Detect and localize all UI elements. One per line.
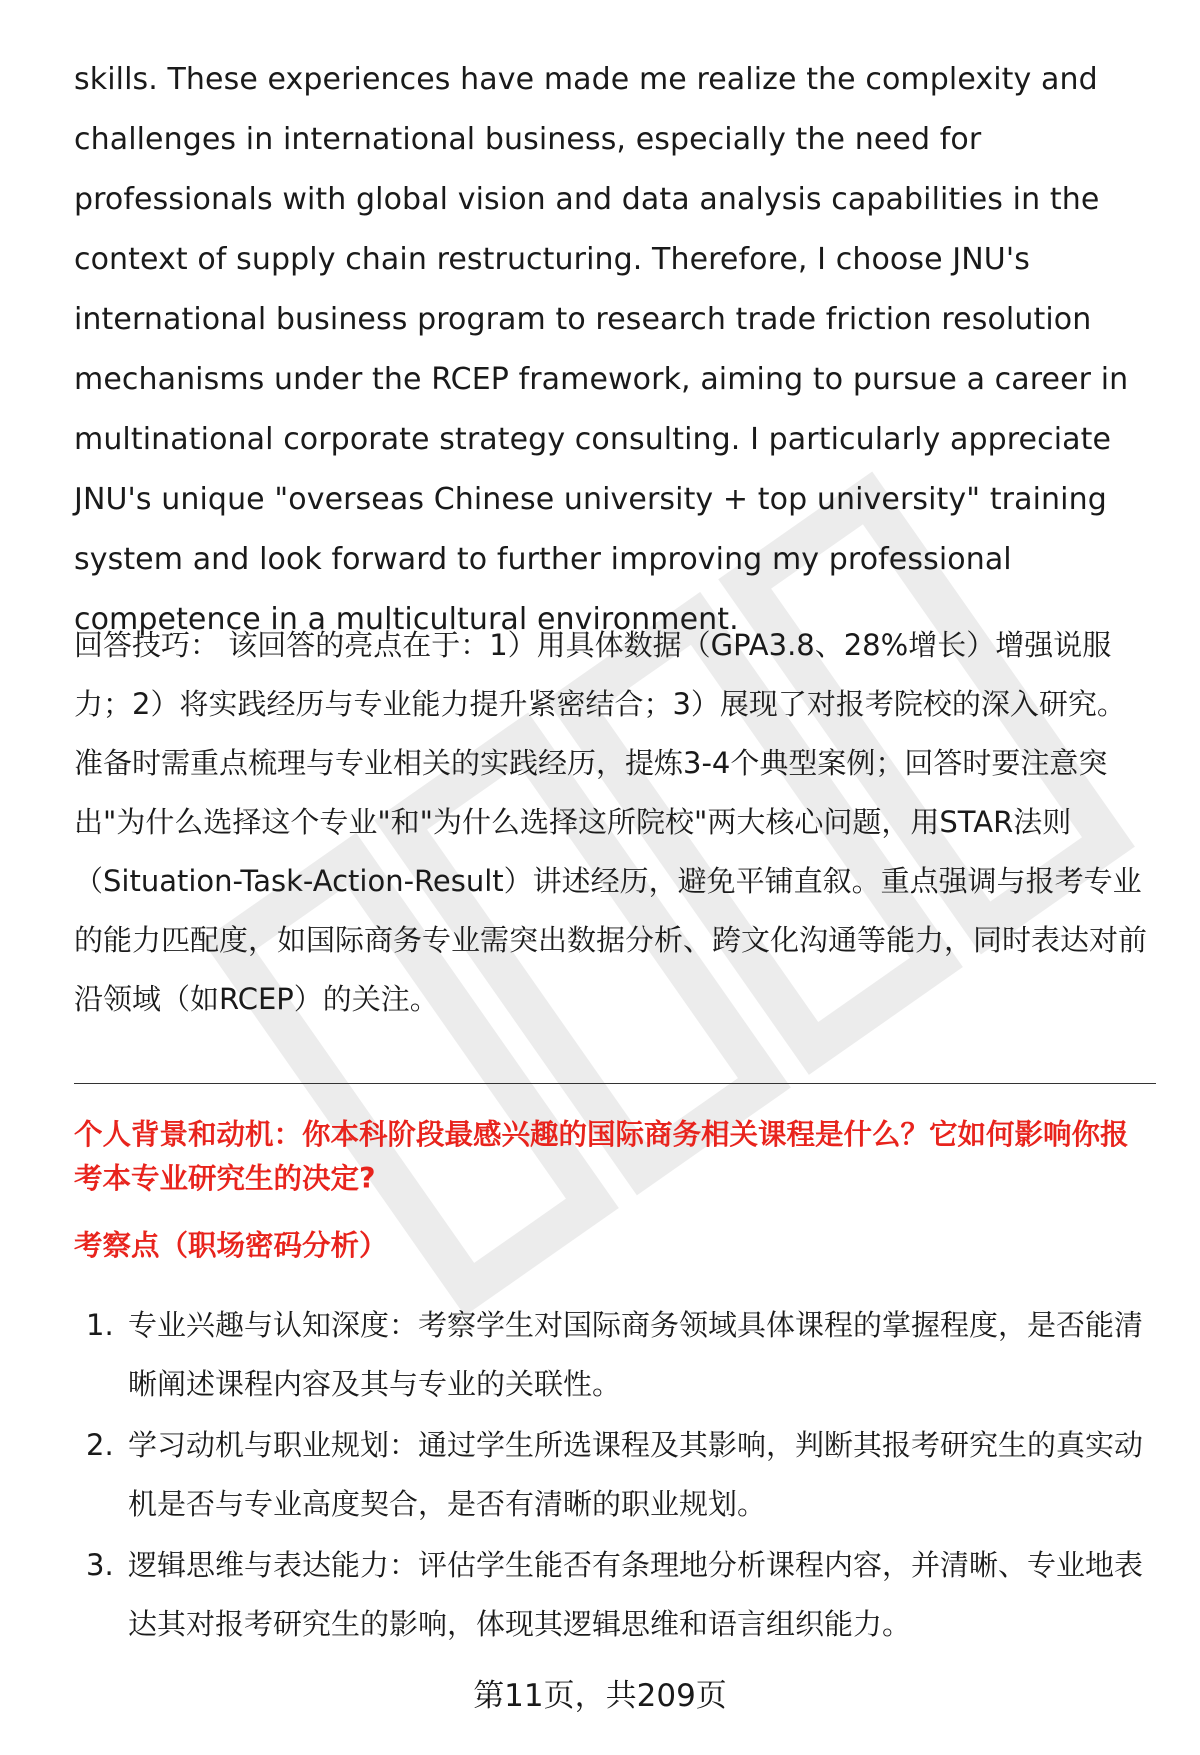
assessment-points-list	[74, 1296, 1156, 1656]
list-item	[74, 1296, 1156, 1414]
list-item-number: 1.	[86, 1308, 114, 1342]
list-item-text: 学习动机与职业规划：通过学生所选课程及其影响，判断其报考研究生的真实动机是否与专业高度契合，是否有清晰的职业规划。	[128, 1428, 1144, 1521]
page-footer: 第11页，共209页	[473, 1678, 727, 1714]
body-paragraph: skills. These experiences have made me realize the complexity and challenges in international business, especially the need for professionals with global vision and data analysis capabilities in the context of supply chain restructuring. Therefore, I choose JNU's international business program to research trade friction resolution mechanisms under the RCEP framework, aiming to pursue a career in multinational corporate strategy consulting. I particularly appreciate JNU's unique "overseas Chinese university + top university" training system and look forward to further improving my professional competence in a multicultural environment.	[74, 62, 1129, 637]
question-heading: 个人背景和动机：你本科阶段最感兴趣的国际商务相关课程是什么？它如何影响你报考本专业研究生的决定?	[74, 1118, 1129, 1195]
list-item	[74, 1536, 1156, 1654]
answer-tip-paragraph: 回答技巧： 该回答的亮点在于：1）用具体数据（GPA3.8、28%增长）增强说服力；2）将实践经历与专业能力提升紧密结合；3）展现了对报考院校的深入研究。准备时需重点梳理与专业相关的实践经历，提炼3-4个典型案例；回答时要注意突出"为什么选择这个专业"和"为什么选择这所院校"两大核心问题，用STAR法则（Situation-Task-Action-Result）讲述经历，避免平铺直叙。重点强调与报考专业的能力匹配度，如国际商务专业需突出数据分析、跨文化沟通等能力，同时表达对前沿领域（如RCEP）的关注。	[74, 628, 1148, 1016]
list-item-number: 3.	[86, 1548, 114, 1582]
section-divider	[74, 1083, 1156, 1084]
assessment-subheading: 考察点（职场密码分析）	[74, 1229, 388, 1262]
list-item	[74, 1416, 1156, 1534]
list-item-text: 专业兴趣与认知深度：考察学生对国际商务领域具体课程的掌握程度，是否能清晰阐述课程内容及其与专业的关联性。	[128, 1308, 1144, 1401]
list-item-text: 逻辑思维与表达能力：评估学生能否有条理地分析课程内容，并清晰、专业地表达其对报考研究生的影响，体现其逻辑思维和语言组织能力。	[128, 1548, 1144, 1641]
list-item-number: 2.	[86, 1428, 114, 1462]
